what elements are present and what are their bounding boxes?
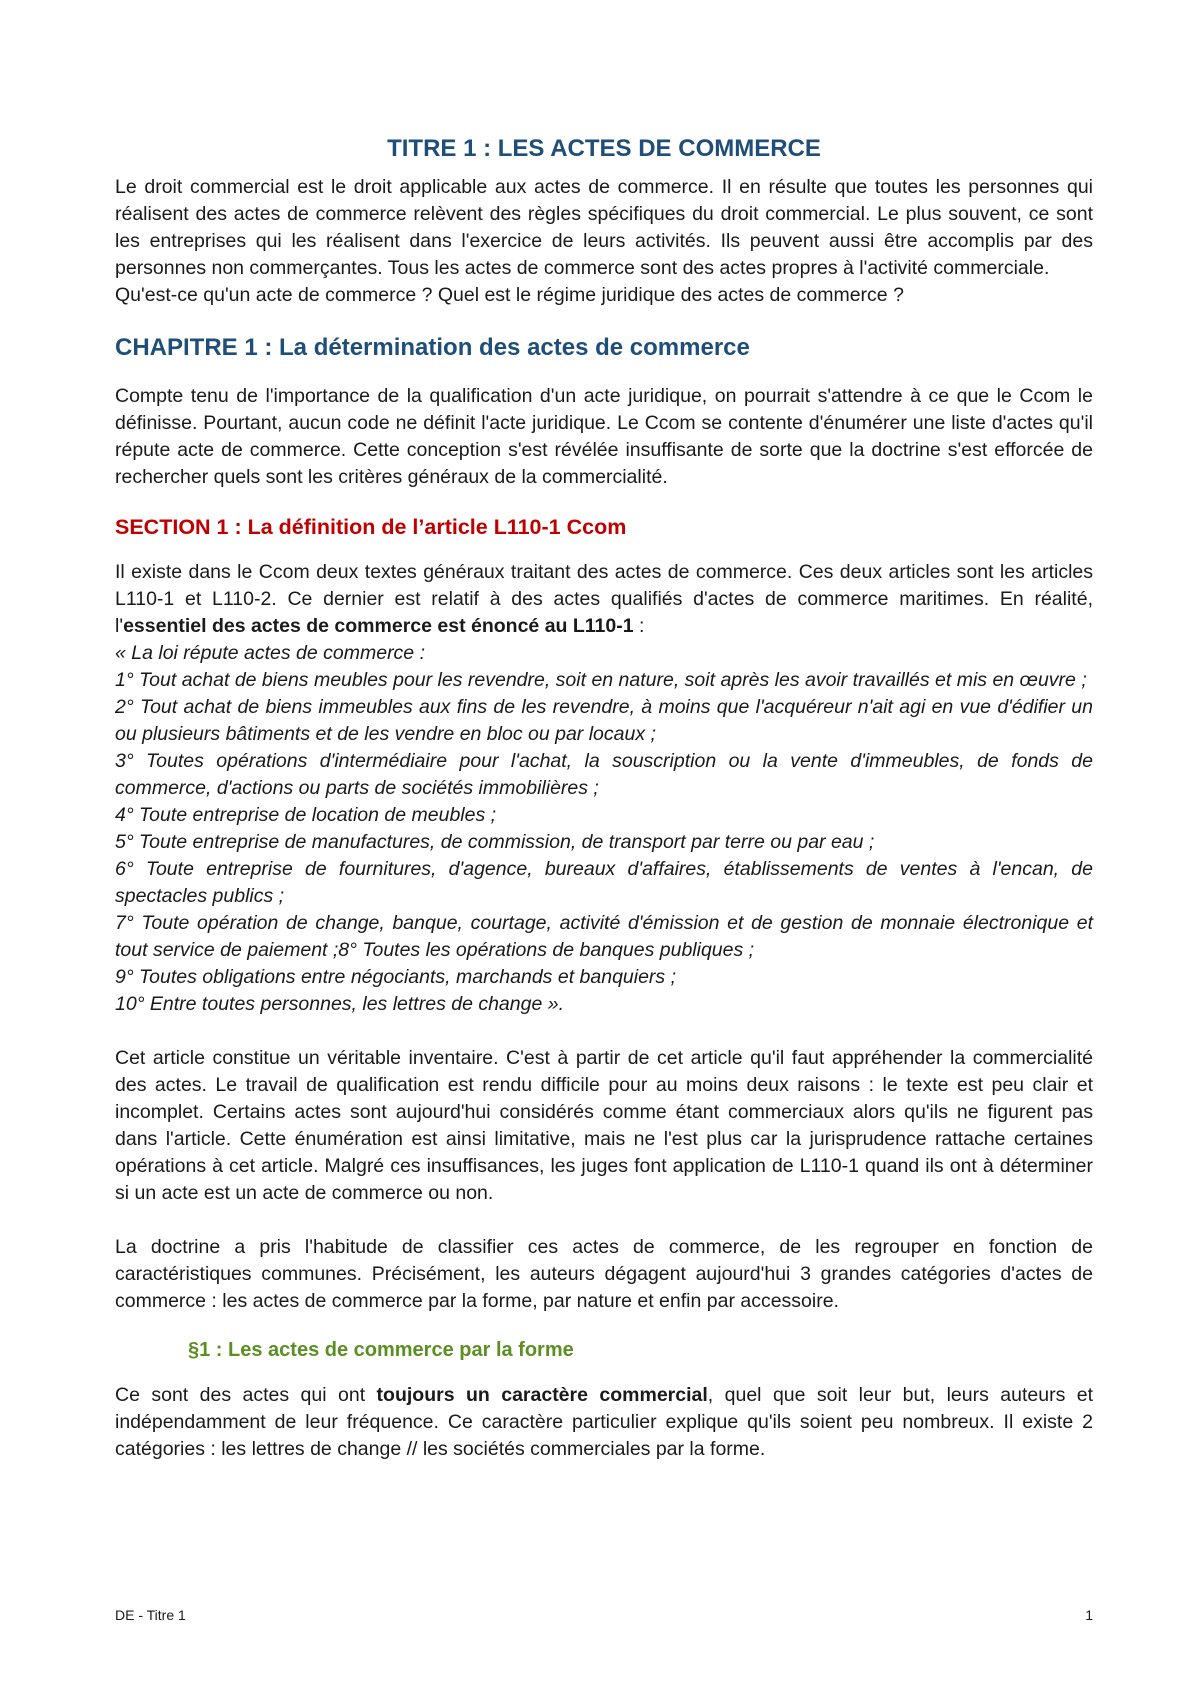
chapter-heading: CHAPITRE 1 : La détermination des actes de commerce [115, 334, 750, 362]
quote-item-9: 9° Toutes obligations entre négociants, marchands et banquiers ; [115, 966, 677, 989]
quote-item-5: 5° Toute entreprise de manufactures, de commission, de transport par terre ou par eau ; [115, 831, 875, 854]
section-paragraph-start: Il existe dans le Ccom deux textes généraux traitant des actes de commerce. Ces deux articles sont les articles L110-1 et L110-2. Ce dernier est relatif à des actes qualifiés d'actes de commerce maritimes. En réalité, l' [115, 561, 1093, 638]
quote-item-10: 10° Entre toutes personnes, les lettres de change ». [115, 993, 564, 1016]
article-quote [115, 640, 1093, 1018]
intro-question: Qu'est-ce qu'un acte de commerce ? Quel est le régime juridique des actes de commerce ? [115, 284, 904, 307]
page-footer [115, 1606, 1093, 1624]
quote-item-7: 7° Toute opération de change, banque, courtage, activité d'émission et de gestion de monnaie électronique et tout service de paiement ;8° Toutes les opérations de banques publiques ; [115, 912, 1093, 962]
quote-item-6: 6° Toute entreprise de fournitures, d'agence, bureaux d'affaires, établissements de ventes à l'encan, de spectacles publics ; [115, 858, 1093, 908]
classification-paragraph: La doctrine a pris l'habitude de classifier ces actes de commerce, de les regrouper en fonction de caractéristiques communes. Précisément, les auteurs dégagent aujourd'hui 3 grandes catégories d'actes de commerce : les actes de commerce par la forme, par nature et enfin par accessoire. [115, 1236, 1093, 1313]
subsection-heading: §1 : Les actes de commerce par la forme [188, 1339, 574, 1362]
subsection-paragraph-bold: toujours un caractère commercial [376, 1384, 708, 1407]
chapter-paragraph: Compte tenu de l'importance de la qualification d'un acte juridique, on pourrait s'attendre à ce que le Ccom le définisse. Pourtant, aucun code ne définit l'acte juridique. Le Ccom se contente d'énumérer une liste d'actes qu'il répute acte de commerce. Cette conception s'est révélée insuffisante de sorte que la doctrine s'est efforcée de rechercher quels sont les critères généraux de la commercialité. [115, 385, 1093, 489]
subsection-paragraph [115, 1382, 1093, 1463]
page-content [115, 118, 1093, 1463]
analysis-paragraph: Cet article constitue un véritable inventaire. C'est à partir de cet article qu'il faut appréhender la commercialité des actes. Le travail de qualification est rendu difficile pour au moins deux raisons : le texte est peu clair et incomplet. Certains actes sont aujourd'hui considérés comme étant commerciaux alors qu'ils ne figurent pas dans l'article. Cette énumération est ainsi limitative, mais ne l'est plus car la jurisprudence rattache certaines opérations à cet article. Malgré ces insuffisances, les juges font application de L110-1 quand ils ont à déterminer si un acte est un acte de commerce ou non. [115, 1047, 1093, 1205]
quote-item-4: 4° Toute entreprise de location de meubles ; [115, 804, 497, 827]
subsection-paragraph-start: Ce sont des actes qui ont [115, 1384, 377, 1407]
footer-label: DE - Titre 1 [115, 1607, 186, 1623]
section-paragraph-end: : [633, 615, 645, 638]
intro-paragraph: Le droit commercial est le droit applicable aux actes de commerce. Il en résulte que toutes les personnes qui réalisent des actes de commerce relèvent des règles spécifiques du droit commercial. Le plus souvent, ce sont les entreprises qui les réalisent dans l'exercice de leurs activités. Ils peuvent aussi être accomplis par des personnes non commerçantes. Tous les actes de commerce sont des actes propres à l'activité commerciale. [115, 176, 1093, 280]
quote-item-3: 3° Toutes opérations d'intermédiaire pour l'achat, la souscription ou la vente d'immeubles, de fonds de commerce, d'actions ou parts de sociétés immobilières ; [115, 750, 1093, 800]
document-title: TITRE 1 : LES ACTES DE COMMERCE [387, 135, 821, 163]
subsection-paragraph-end: , quel que soit leur but, leurs auteurs et indépendamment de leur fréquence. Ce caractère particulier explique qu'ils soient peu nombreux. Il existe 2 catégories : les lettres de change // les sociétés commerciales par la forme. [115, 1384, 1094, 1461]
quote-item-2: 2° Tout achat de biens immeubles aux fins de les revendre, à moins que l'acquéreur n'ait agi en vue d'édifier un ou plusieurs bâtiments et de les vendre en bloc ou par locaux ; [115, 696, 1093, 746]
quote-line-intro: « La loi répute actes de commerce : [115, 642, 425, 665]
quote-item-1: 1° Tout achat de biens meubles pour les revendre, soit en nature, soit après les avoir travaillés et mis en œuvre ; [115, 669, 1087, 692]
page-number: 1 [1085, 1607, 1093, 1623]
section-paragraph-bold: essentiel des actes de commerce est énoncé au L110-1 [123, 615, 634, 638]
section-paragraph [115, 559, 1093, 640]
section-heading: SECTION 1 : La définition de l’article L110-1 Ccom [115, 515, 627, 540]
